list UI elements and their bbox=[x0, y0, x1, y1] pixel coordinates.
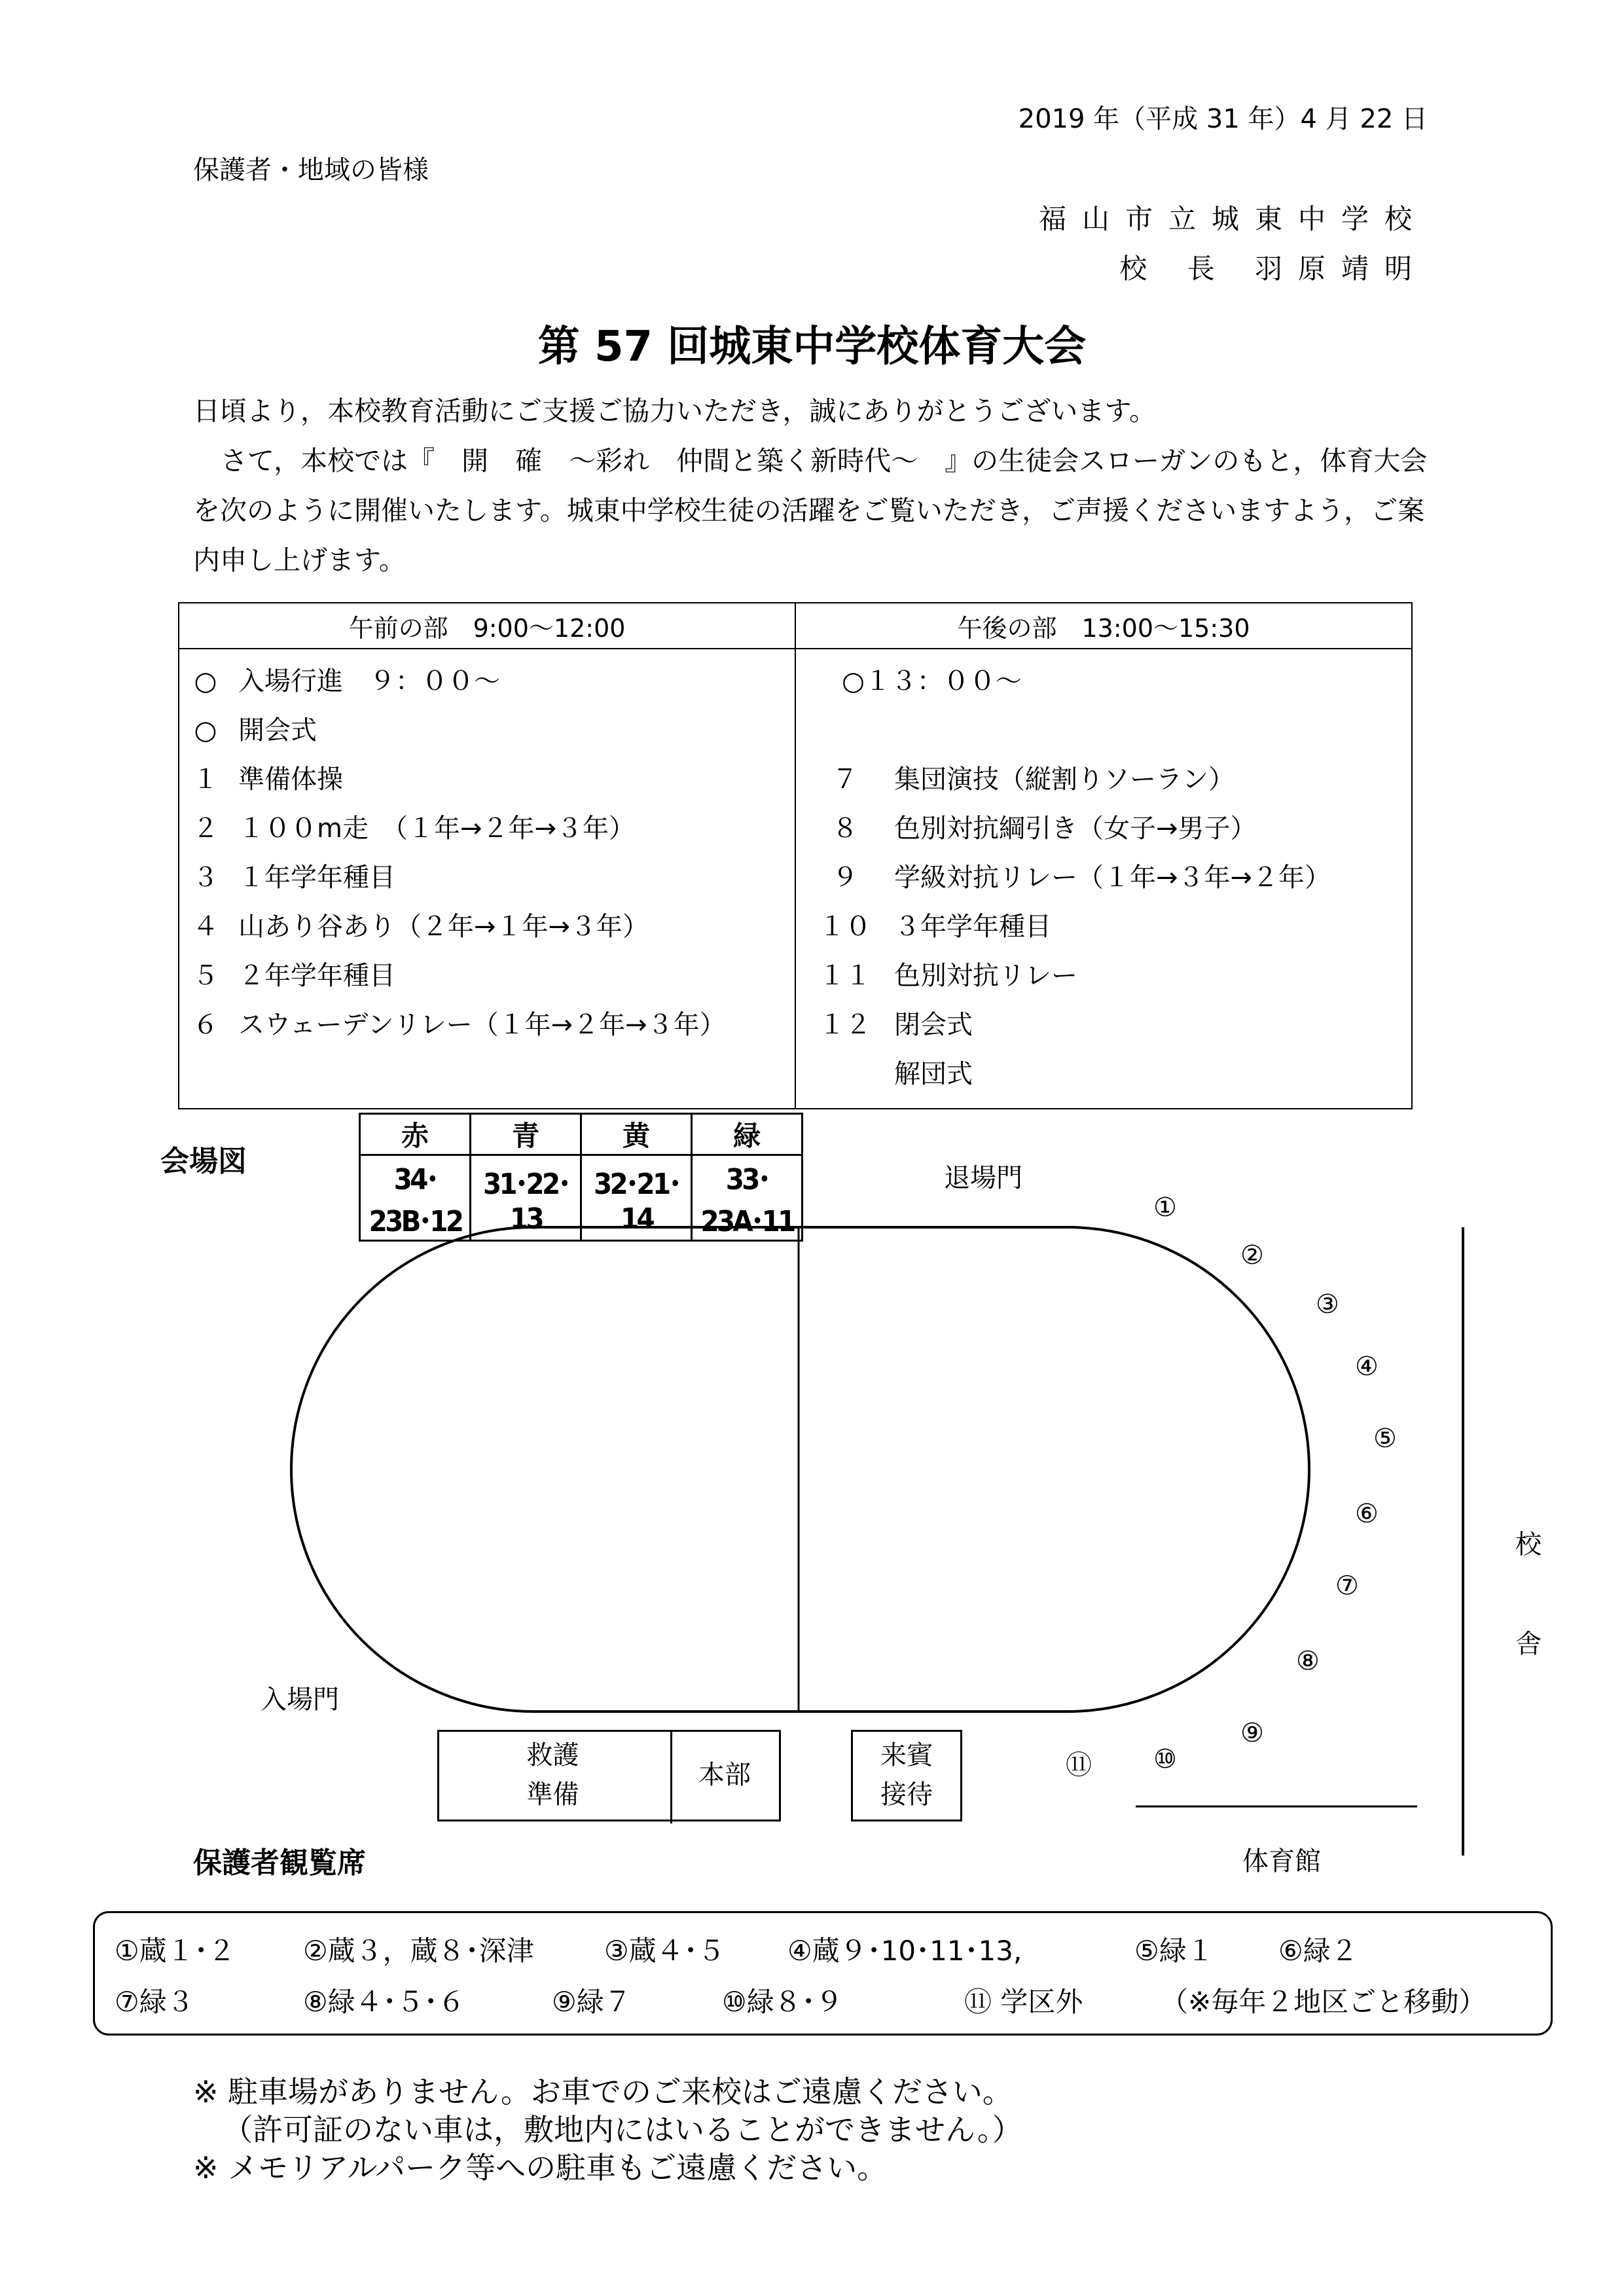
parking-note: ※ 駐車場がありません。お車でのご来校はご遠慮ください。 bbox=[193, 2074, 1013, 2109]
legend-item: ⑧緑４･５･６ bbox=[303, 1986, 465, 2018]
seat-marker: ⑨ bbox=[1240, 1718, 1264, 1748]
seating-legend bbox=[93, 1911, 1553, 2036]
afternoon-header: 午後の部 13:00～15:30 bbox=[795, 603, 1412, 649]
schedule-item: 解団式 bbox=[894, 1059, 973, 1089]
document-date: 2019 年（平成 31 年）4 月 22 日 bbox=[1018, 104, 1428, 134]
team-color-name: 黄 bbox=[581, 1114, 692, 1155]
schedule-item: １１ 色別対抗リレー bbox=[819, 961, 1077, 991]
team-color-name: 緑 bbox=[692, 1114, 803, 1155]
seat-marker: ⑩ bbox=[1153, 1744, 1177, 1774]
exit-gate-label: 退場門 bbox=[944, 1163, 1022, 1193]
legend-item: ③蔵４･５ bbox=[604, 1935, 725, 1967]
team-color-classes: 34･23B･12 bbox=[364, 1155, 465, 1241]
permit-note: （許可証のない車は，敷地内にはいることができません。） bbox=[223, 2112, 1022, 2147]
legend-item: ⑪ 学区外 bbox=[964, 1986, 1083, 2018]
venue-label: 会場図 bbox=[160, 1145, 247, 1178]
hq-label: 本部 bbox=[698, 1760, 751, 1790]
seating-label: 保護者観覧席 bbox=[193, 1846, 366, 1880]
guest-label-1: 来賓 bbox=[880, 1740, 933, 1770]
entrance-gate-label: 入場門 bbox=[261, 1685, 339, 1715]
afternoon-start: ○１３：００～ bbox=[842, 666, 1022, 696]
seat-marker: ③ bbox=[1316, 1289, 1339, 1319]
memorial-park-note: ※ メモリアルパーク等への駐車もご遠慮ください。 bbox=[193, 2150, 888, 2185]
schedule-item: ○ 開会式 bbox=[194, 715, 317, 745]
legend-item: ⑨緑７ bbox=[552, 1986, 632, 2018]
seat-marker: ② bbox=[1240, 1240, 1264, 1270]
schedule-item: １２ 閉会式 bbox=[819, 1010, 973, 1040]
legend-item: ①蔵１･２ bbox=[115, 1935, 236, 1967]
legend-item: ⑤緑１ bbox=[1134, 1935, 1214, 1967]
gymnasium-label: 体育館 bbox=[1242, 1846, 1321, 1876]
rescue-label-2: 準備 bbox=[526, 1780, 579, 1810]
seat-marker: ④ bbox=[1355, 1352, 1379, 1382]
team-color-name: 青 bbox=[471, 1114, 581, 1155]
legend-item: （※毎年２地区ごと移動） bbox=[1161, 1986, 1487, 2018]
school-building-label-1: 校 bbox=[1515, 1530, 1542, 1560]
schedule-item: ６ スウェーデンリレー（１年→２年→３年） bbox=[192, 1010, 726, 1040]
seat-marker: ⑤ bbox=[1373, 1424, 1397, 1454]
schedule-item: １ 準備体操 bbox=[192, 764, 343, 795]
seat-marker: ⑧ bbox=[1296, 1646, 1320, 1676]
greeting-paragraph: 日頃より，本校教育活動にご支援ご協力いただき，誠にありがとうございます。 bbox=[193, 395, 1157, 427]
legend-item: ④蔵９･10･11･13, bbox=[787, 1935, 1022, 1967]
schedule-item: ７ 集団演技（縦割りソーラン） bbox=[832, 764, 1235, 795]
seat-marker: ⑪ bbox=[1066, 1750, 1092, 1780]
team-color-classes: 32･21･14 bbox=[585, 1155, 687, 1241]
morning-header: 午前の部 9:00～12:00 bbox=[179, 603, 795, 649]
team-color-classes: 31･22･13 bbox=[475, 1155, 576, 1241]
legend-item: ⑩緑８･９ bbox=[722, 1986, 843, 2018]
sender-principal: 校 長 羽原靖明 bbox=[1119, 253, 1428, 285]
schedule-item: ４ 山あり谷あり（２年→１年→３年） bbox=[192, 912, 649, 942]
schedule-item: ８ 色別対抗綱引き（女子→男子） bbox=[832, 814, 1257, 844]
schedule-item: ２ １００m走 （１年→２年→３年） bbox=[192, 814, 635, 844]
sender-school: 福山市立城東中学校 bbox=[1038, 203, 1428, 235]
schedule-item: １０ ３年学年種目 bbox=[819, 912, 1051, 942]
seat-marker: ⑥ bbox=[1355, 1499, 1379, 1529]
guest-label-2: 接待 bbox=[880, 1780, 933, 1810]
seat-marker: ⑦ bbox=[1335, 1571, 1359, 1601]
legend-item: ②蔵３，蔵８･深津 bbox=[303, 1935, 534, 1967]
legend-item: ⑥緑２ bbox=[1278, 1935, 1358, 1967]
team-color-classes: 33･23A･11 bbox=[696, 1155, 797, 1241]
schedule-item: ３ １年学年種目 bbox=[192, 863, 395, 893]
team-color-name: 赤 bbox=[360, 1114, 471, 1155]
schedule-item: ９ 学級対抗リレー（１年→３年→２年） bbox=[832, 863, 1331, 893]
schedule-item: ５ ２年学年種目 bbox=[192, 961, 395, 991]
seat-marker: ① bbox=[1153, 1193, 1177, 1223]
running-track bbox=[291, 1227, 1309, 1712]
intro-paragraph: さて，本校では『 開 確 ～彩れ 仲間と築く新時代～ 』の生徒会スローガンのもと，体育大会を次のように開催いたします。城東中学校生徒の活躍をご覧いただき，ご声援くださいますよう，ご案内申し上げます。 bbox=[193, 445, 1428, 576]
legend-item: ⑦緑３ bbox=[115, 1986, 194, 2018]
schedule-item: ○ 入場行進 ９：００～ bbox=[194, 666, 500, 696]
school-building-label-2: 舎 bbox=[1515, 1629, 1542, 1659]
addressee: 保護者・地域の皆様 bbox=[193, 155, 429, 185]
document-title: 第 57 回城東中学校体育大会 bbox=[537, 323, 1087, 371]
rescue-label-1: 救護 bbox=[526, 1740, 579, 1770]
